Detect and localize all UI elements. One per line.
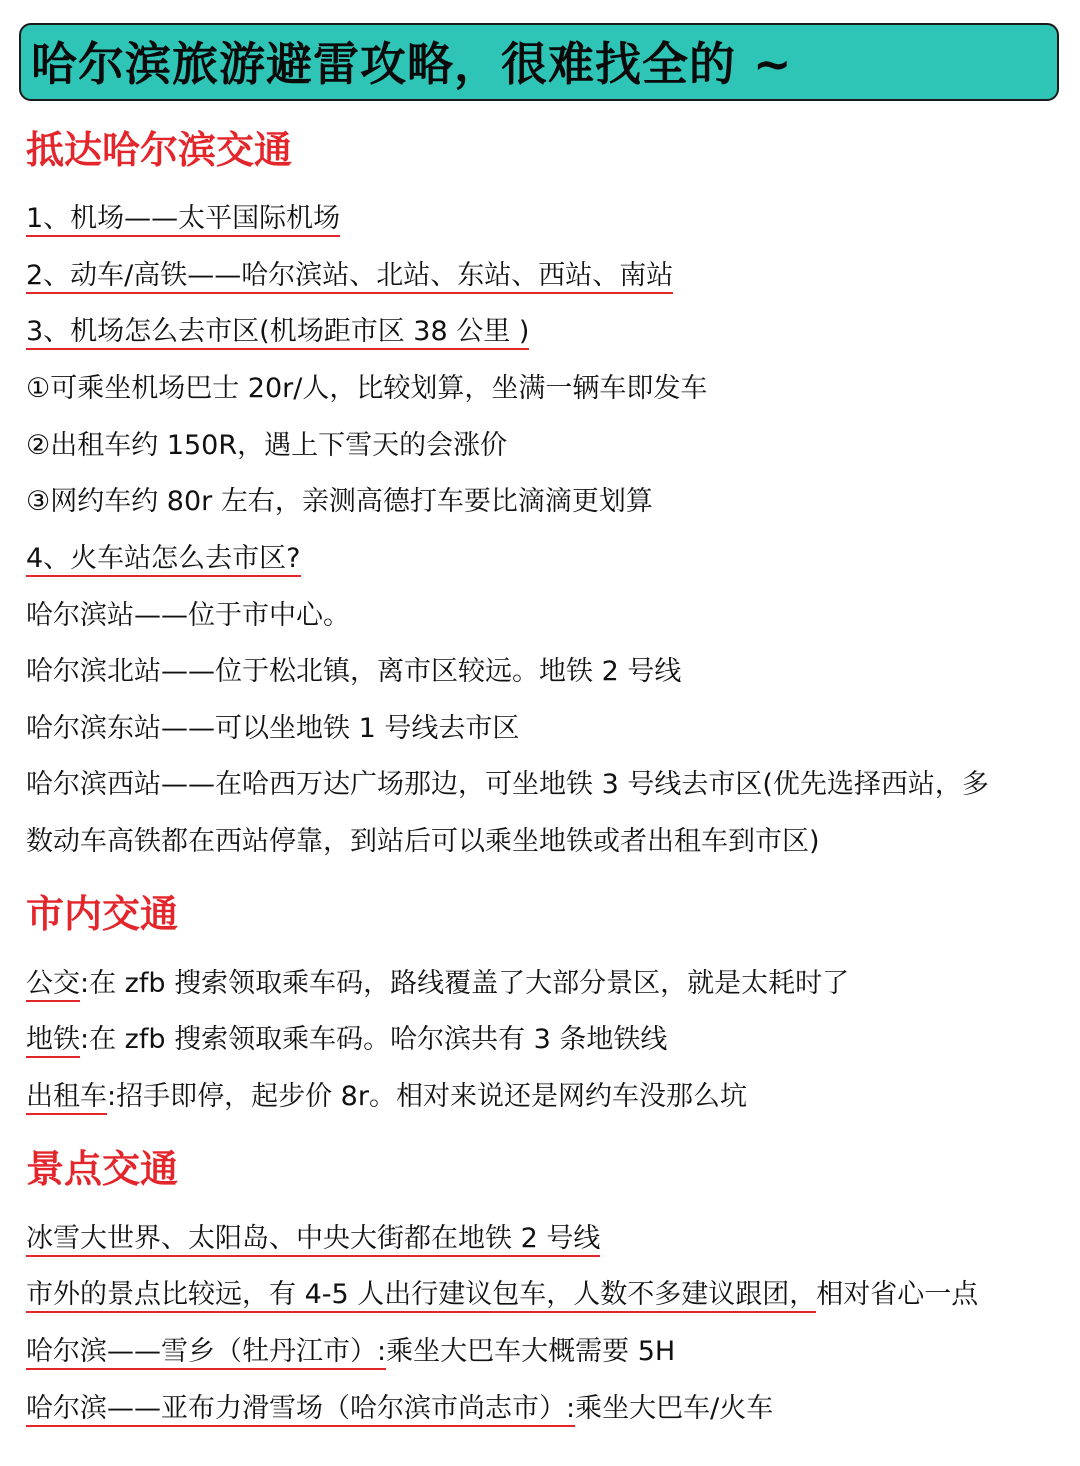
arrival-line-7 xyxy=(26,541,301,577)
arrival-line-6: ③网约车约 80r 左右，亲测高德打车要比滴滴更划算 xyxy=(26,486,653,517)
arrival-line-8: 哈尔滨站——位于市中心。 xyxy=(26,600,350,631)
arrival-line-12: 数动车高铁都在西站停靠，到站后可以乘坐地铁或者出租车到市区) xyxy=(26,826,820,857)
attractions-line-1 xyxy=(26,1221,600,1257)
city-text-metro: :在 zfb 搜索领取乘车码。哈尔滨共有 3 条地铁线 xyxy=(80,1024,668,1055)
attractions-line-4-underlined: 哈尔滨——亚布力滑雪场（哈尔滨市尚志市）: xyxy=(26,1393,575,1427)
arrival-line-1 xyxy=(26,201,340,237)
arrival-line-3 xyxy=(26,314,529,350)
attractions-line-2-underlined: 市外的景点比较远，有 4-5 人出行建议包车，人数不多建议跟团， xyxy=(26,1279,816,1313)
city-line-1 xyxy=(26,966,849,1002)
city-line-3 xyxy=(26,1079,747,1115)
arrival-line-1-text: 1、机场——太平国际机场 xyxy=(26,203,340,237)
attractions-line-1-text: 冰雪大世界、太阳岛、中央大街都在地铁 2 号线 xyxy=(26,1223,600,1257)
city-line-2 xyxy=(26,1022,667,1058)
section-heading-attractions: 景点交通 xyxy=(26,1147,179,1191)
attractions-line-4-rest: 乘坐大巴车/火车 xyxy=(575,1393,774,1424)
city-text-bus: :在 zfb 搜索领取乘车码，路线覆盖了大部分景区，就是太耗时了 xyxy=(80,968,850,999)
city-label-taxi: 出租车 xyxy=(26,1081,107,1115)
arrival-line-7-text: 4、火车站怎么去市区? xyxy=(26,543,301,577)
city-label-bus: 公交 xyxy=(26,968,80,1002)
arrival-line-11: 哈尔滨西站——在哈西万达广场那边，可坐地铁 3 号线去市区(优先选择西站，多 xyxy=(26,769,989,800)
title-banner xyxy=(19,23,1059,101)
attractions-line-2 xyxy=(26,1277,978,1313)
arrival-line-2-text: 2、动车/高铁——哈尔滨站、北站、东站、西站、南站 xyxy=(26,260,673,294)
attractions-line-3 xyxy=(26,1334,675,1370)
arrival-line-2 xyxy=(26,258,673,294)
attractions-line-4 xyxy=(26,1391,773,1427)
attractions-line-2-rest: 相对省心一点 xyxy=(816,1279,979,1310)
section-heading-city: 市内交通 xyxy=(26,892,179,936)
city-label-metro: 地铁 xyxy=(26,1024,80,1058)
arrival-line-10: 哈尔滨东站——可以坐地铁 1 号线去市区 xyxy=(26,713,520,744)
attractions-line-3-rest: 乘坐大巴车大概需要 5H xyxy=(386,1336,676,1367)
city-text-taxi: :招手即停，起步价 8r。相对来说还是网约车没那么坑 xyxy=(107,1081,747,1112)
attractions-line-3-underlined: 哈尔滨——雪乡（牡丹江市）: xyxy=(26,1336,386,1370)
arrival-line-3-text: 3、机场怎么去市区(机场距市区 38 公里 ) xyxy=(26,316,529,350)
arrival-line-4: ①可乘坐机场巴士 20r/人，比较划算，坐满一辆车即发车 xyxy=(26,373,708,404)
arrival-line-5: ②出租车约 150R，遇上下雪天的会涨价 xyxy=(26,430,508,461)
section-heading-arrival: 抵达哈尔滨交通 xyxy=(26,128,293,172)
page-title: 哈尔滨旅游避雷攻略，很难找全的 ~ xyxy=(31,37,793,91)
arrival-line-9: 哈尔滨北站——位于松北镇，离市区较远。地铁 2 号线 xyxy=(26,656,682,687)
